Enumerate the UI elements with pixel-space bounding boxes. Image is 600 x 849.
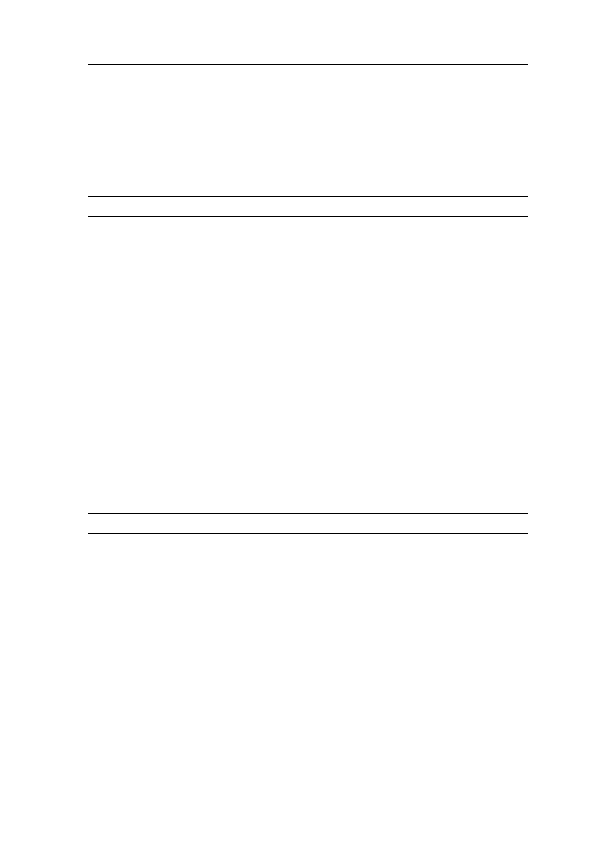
table1-header-rule [88, 216, 528, 217]
table1-top-rule [88, 196, 528, 197]
table2-header-rule [88, 533, 528, 534]
page-header [88, 42, 528, 65]
table2-top-rule [88, 513, 528, 514]
